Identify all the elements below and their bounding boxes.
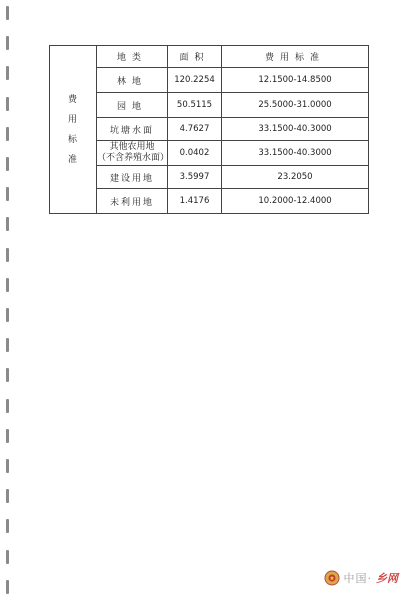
national-emblem-icon bbox=[324, 570, 340, 586]
row-type: 建设用地 bbox=[97, 166, 168, 189]
fee-standard-table bbox=[49, 45, 369, 214]
binding-mark bbox=[6, 429, 9, 443]
row-fee: 23.2050 bbox=[222, 166, 369, 189]
binding-mark bbox=[6, 6, 9, 20]
binding-mark bbox=[6, 97, 9, 111]
binding-holes bbox=[6, 0, 14, 600]
row-area: 0.0402 bbox=[168, 141, 222, 166]
binding-mark bbox=[6, 519, 9, 533]
row-area: 120.2254 bbox=[168, 68, 222, 93]
row-fee: 12.1500-14.8500 bbox=[222, 68, 369, 93]
row-type-note: （不含养殖水面） bbox=[97, 153, 170, 163]
row-area: 4.7627 bbox=[168, 118, 222, 141]
row-fee: 25.5000-31.0000 bbox=[222, 93, 369, 118]
row-fee: 33.1500-40.3000 bbox=[222, 118, 369, 141]
row-type-cell bbox=[97, 141, 168, 166]
binding-mark bbox=[6, 187, 9, 201]
row-area: 50.5115 bbox=[168, 93, 222, 118]
row-area: 3.5997 bbox=[168, 166, 222, 189]
binding-mark bbox=[6, 459, 9, 473]
binding-mark bbox=[6, 127, 9, 141]
binding-mark bbox=[6, 278, 9, 292]
binding-mark bbox=[6, 338, 9, 352]
header-fee: 费用标准 bbox=[222, 46, 369, 68]
table-row bbox=[50, 93, 369, 118]
table-row bbox=[50, 166, 369, 189]
binding-mark bbox=[6, 580, 9, 594]
table-header-row bbox=[50, 46, 369, 68]
row-type: 坑塘水面 bbox=[97, 118, 168, 141]
binding-mark bbox=[6, 368, 9, 382]
row-fee: 10.2000-12.4000 bbox=[222, 189, 369, 214]
watermark-accent-text: 乡网 bbox=[376, 572, 398, 585]
row-type: 园地 bbox=[97, 93, 168, 118]
side-label-cell bbox=[50, 46, 97, 214]
table-row bbox=[50, 68, 369, 93]
binding-mark bbox=[6, 157, 9, 171]
table-row bbox=[50, 189, 369, 214]
side-label: 费用标准 bbox=[68, 94, 84, 165]
binding-mark bbox=[6, 308, 9, 322]
binding-mark bbox=[6, 248, 9, 262]
watermark-main-text: 中国· bbox=[343, 572, 372, 585]
row-type: 未利用地 bbox=[97, 189, 168, 214]
header-type: 地类 bbox=[97, 46, 168, 68]
binding-mark bbox=[6, 550, 9, 564]
binding-mark bbox=[6, 66, 9, 80]
row-type: 林地 bbox=[97, 68, 168, 93]
table-row bbox=[50, 141, 369, 166]
binding-mark bbox=[6, 399, 9, 413]
site-watermark bbox=[324, 570, 399, 586]
row-fee: 33.1500-40.3000 bbox=[222, 141, 369, 166]
table-row bbox=[50, 118, 369, 141]
header-area: 面积 bbox=[168, 46, 222, 68]
binding-mark bbox=[6, 36, 9, 50]
row-area: 1.4176 bbox=[168, 189, 222, 214]
row-type: 其他农用地 bbox=[109, 142, 155, 152]
binding-mark bbox=[6, 489, 9, 503]
binding-mark bbox=[6, 217, 9, 231]
